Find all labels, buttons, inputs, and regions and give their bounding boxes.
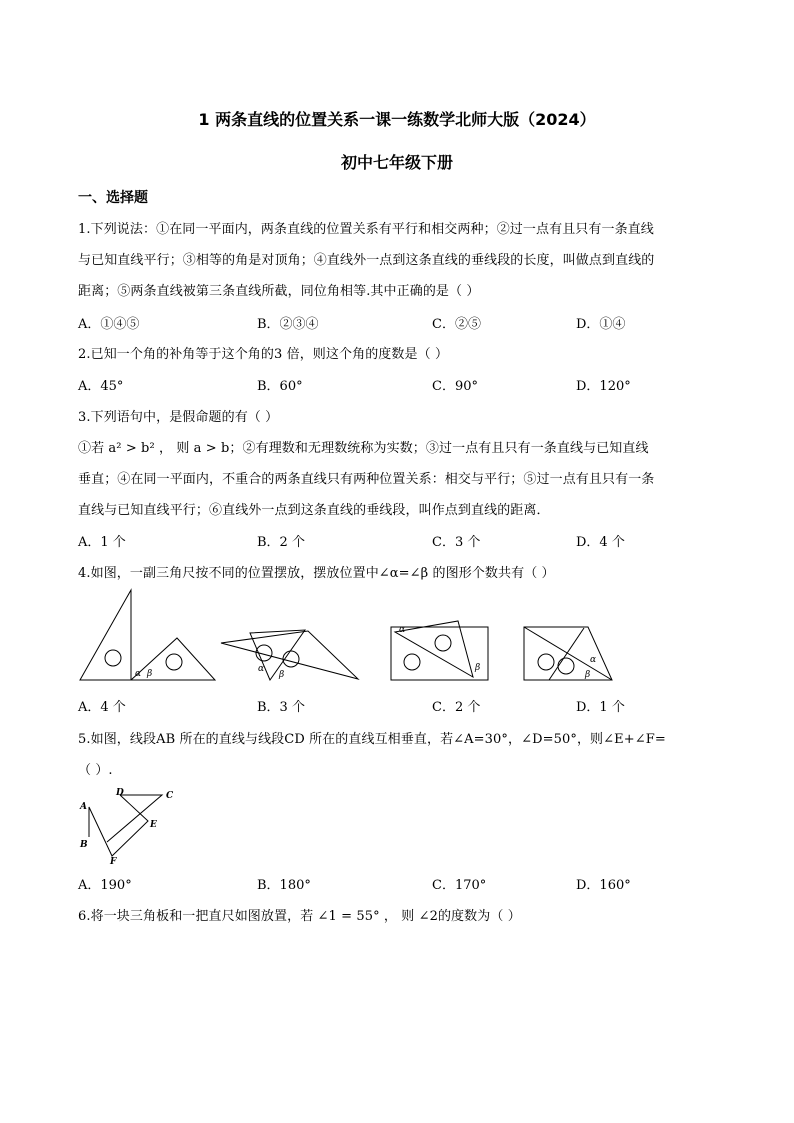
q3-option-b: B．2 个 xyxy=(257,535,305,550)
q4-fig4-alpha: α xyxy=(590,655,597,665)
q4-figure-2 xyxy=(221,630,358,680)
q5-option-b: B．180° xyxy=(257,878,311,893)
q5-label-e: E xyxy=(150,820,157,830)
q4-line-1: 4.如图，一副三角尺按不同的位置摆放，摆放位置中∠α=∠β 的图形个数共有（ ） xyxy=(78,566,555,581)
q5-figure xyxy=(70,783,190,868)
section-heading: 一、选择题 xyxy=(78,190,148,206)
q5-label-c: C xyxy=(166,791,174,801)
q3-option-d: D．4 个 xyxy=(576,535,625,550)
q5-label-d: D xyxy=(116,788,124,798)
q3-line-1: 3.下列语句中，是假命题的有（ ） xyxy=(78,410,279,425)
q6-line-1: 6.将一块三角板和一把直尺如图放置，若 ∠1 = 55° ， 则 ∠2的度数为（ ） xyxy=(78,909,521,924)
q3-line-3: 垂直；④在同一平面内，不重合的两条直线只有两种位置关系：相交与平行；⑤过一点有且只有一条 xyxy=(78,472,655,487)
q2-option-a: A．45° xyxy=(78,379,124,394)
q4-fig1-beta: β xyxy=(147,669,153,679)
q5-line-1: 5.如图，线段AB 所在的直线与线段CD 所在的直线互相垂直，若∠A=30°，∠D=50°，则∠E+∠F= xyxy=(78,732,666,747)
q4-fig2-beta: β xyxy=(279,670,285,680)
q4-figures xyxy=(0,580,794,690)
q1-line-1: 1.下列说法：①在同一平面内，两条直线的位置关系有平行和相交两种；②过一点有且只有一条直线 xyxy=(78,222,654,237)
q1-line-3: 距离；⑤两条直线被第三条直线所截，同位角相等.其中正确的是（ ） xyxy=(78,284,480,299)
q3-option-c: C．3 个 xyxy=(432,535,481,550)
q4-option-d: D．1 个 xyxy=(576,700,625,715)
q1-option-a: A．①④⑤ xyxy=(78,317,140,332)
q2-option-d: D．120° xyxy=(576,379,631,394)
q5-label-b: B xyxy=(80,840,88,850)
q4-fig2-alpha: α xyxy=(258,664,265,674)
q3-line-4: 直线与已知直线平行；⑥直线外一点到这条直线的垂线段，叫作点到直线的距离． xyxy=(78,503,550,518)
q4-fig3-beta: β xyxy=(475,663,481,673)
q5-option-a: A．190° xyxy=(78,878,132,893)
q2-option-c: C．90° xyxy=(432,379,478,394)
q4-fig4-beta: β xyxy=(585,670,591,680)
q1-option-b: B．②③④ xyxy=(257,317,319,332)
q2-line-1: 2.已知一个角的补角等于这个角的3 倍，则这个角的度数是（ ） xyxy=(78,347,449,362)
document-title: 1 两条直线的位置关系一课一练数学北师大版（2024） xyxy=(198,110,596,129)
q5-line-2: （ ）. xyxy=(78,763,113,778)
q4-fig1-alpha: α xyxy=(135,669,142,679)
q3-line-2: ①若 a² > b² ， 则 a > b；②有理数和无理数统称为实数；③过一点有且只有一条直线与已知直线 xyxy=(78,441,649,456)
q1-option-d: D．①④ xyxy=(576,317,626,332)
q3-option-a: A．1 个 xyxy=(78,535,126,550)
q4-fig3-alpha: α xyxy=(399,625,406,635)
q1-line-2: 与已知直线平行；③相等的角是对顶角；④直线外一点到这条直线的垂线段的长度，叫做点到直线的 xyxy=(78,253,655,268)
q4-figure-1 xyxy=(80,590,215,680)
q4-option-a: A．4 个 xyxy=(78,700,126,715)
q4-figure-4 xyxy=(524,627,612,680)
q1-option-c: C．②⑤ xyxy=(432,317,481,332)
q5-option-d: D．160° xyxy=(576,878,631,893)
q4-option-b: B．3 个 xyxy=(257,700,305,715)
q5-label-a: A xyxy=(80,802,87,812)
q4-option-c: C．2 个 xyxy=(432,700,481,715)
q4-figure-3 xyxy=(391,621,488,680)
q5-option-c: C．170° xyxy=(432,878,487,893)
q2-option-b: B．60° xyxy=(257,379,303,394)
document-subtitle: 初中七年级下册 xyxy=(340,153,453,172)
q5-label-f: F xyxy=(110,857,117,867)
